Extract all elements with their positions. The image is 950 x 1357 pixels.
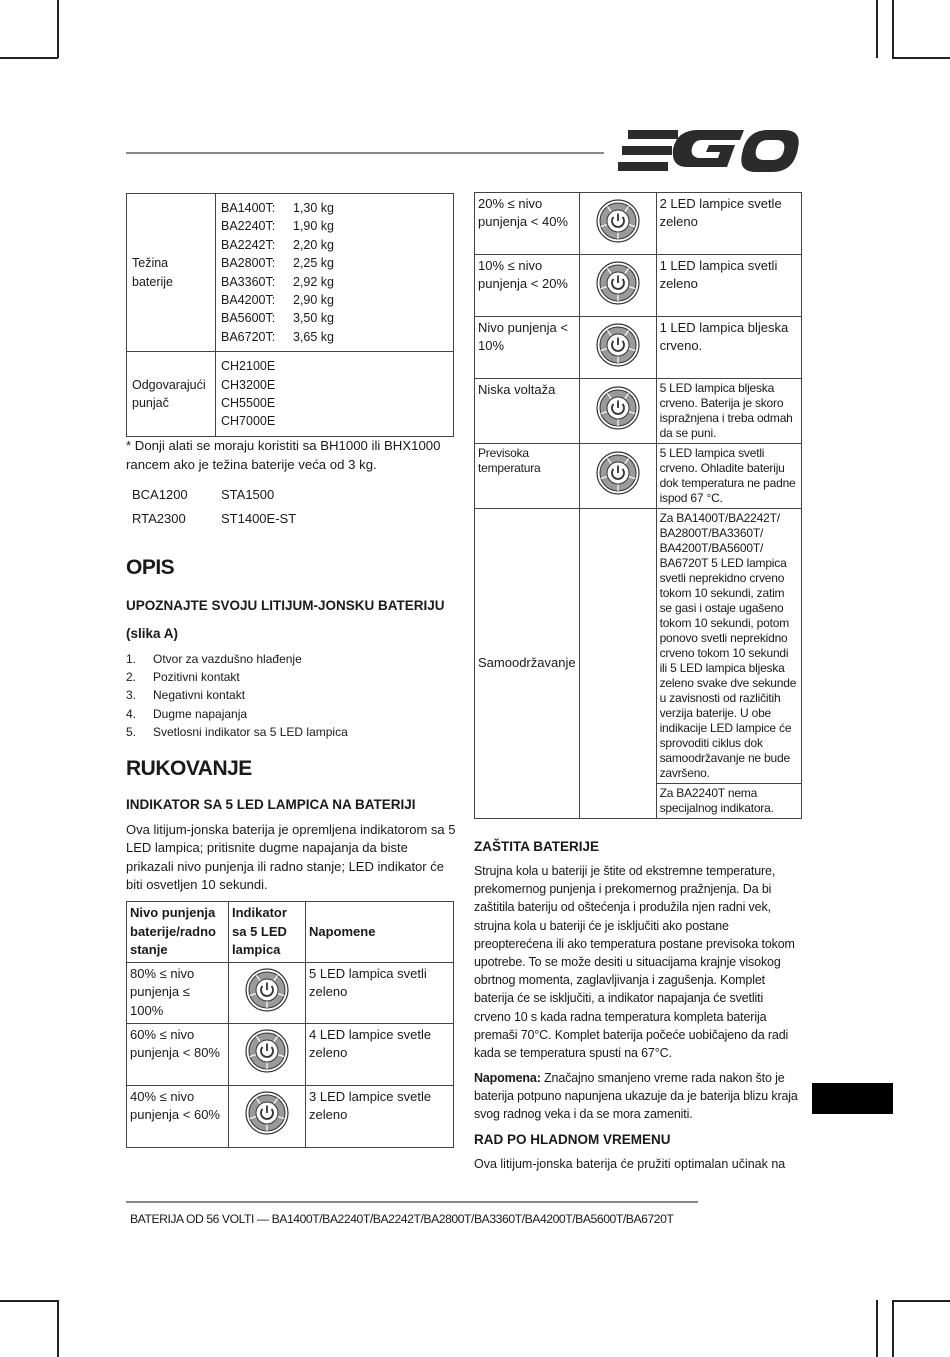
- spec-row: [221, 412, 448, 430]
- level-cell: 80% ≤ nivo punjenja ≤ 100%: [127, 962, 229, 1023]
- led-indicator-icon: [579, 379, 656, 444]
- led-indicator-icon: [579, 193, 656, 255]
- crop-mark: [876, 1300, 878, 1357]
- spec-row: [221, 236, 448, 254]
- level-cell: 10% ≤ nivo punjenja < 20%: [475, 255, 580, 317]
- model-value: 3,65 kg: [293, 329, 335, 344]
- list-item: 2. Pozitivni kontakt: [126, 670, 240, 685]
- section-heading-opis: OPIS: [126, 556, 175, 579]
- led-indicator-icon: [579, 444, 656, 509]
- empty-indicator-cell: [579, 509, 656, 819]
- level-cell: Previsoka temperatura: [475, 444, 580, 509]
- note-cell: 2 LED lampice svetle zeleno: [656, 193, 801, 255]
- crop-mark: [57, 1300, 59, 1357]
- spec-label-charger: Odgovarajući punjač: [127, 352, 216, 437]
- list-item: 1. Otvor za vazdušno hlađenje: [126, 652, 302, 666]
- spec-row: [221, 291, 448, 309]
- crop-mark: [876, 0, 878, 58]
- level-cell: Samoodržavanje: [475, 509, 580, 819]
- model-name: BA4200T:: [221, 293, 276, 308]
- spec-row: [221, 357, 448, 375]
- crop-mark: [892, 1300, 950, 1302]
- table-row: [475, 379, 802, 444]
- maintenance-note: Za BA1400T/BA2242T/ BA2800T/BA3360T/ BA4200T/BA5600T/ BA6720T 5 LED lampica svetli neprekidno crveno tokom 10 sekundi, zatim se gasi i ostaje ugašeno tokom 10 sekundi, potom ponovo svetli neprekidno crveno tokom 10 sekundi ili 5 LED lampica bljeska zeleno svake dve sekunde u zavisnosti od različitih verzija baterije. U obe indikacije LED lampice će sprovoditi ciklus dok samoodržavanje ne bude završeno.: [657, 509, 801, 784]
- footer-rule: [126, 1201, 698, 1203]
- column-header: Nivo punjenja baterije/radno stanje: [127, 902, 229, 963]
- note-cell: [656, 509, 801, 819]
- figure-reference: (slika A): [126, 626, 179, 641]
- led-indicator-icon: [229, 1085, 306, 1147]
- maintenance-note-ba2240t: Za BA2240T nema specijalnog indikatora.: [659, 786, 774, 815]
- crop-mark: [0, 1300, 58, 1302]
- zastita-text: Strujna kola u bateriji je štite od ekstremne temperature, prekomernog punjenja i prekomernog pražnjenja. Da bi zaštitila bateriju od oštećenja i produžila njen radni vek, strujna kola u bateriji će je isključiti ako postane preopterećena ili ako temperatura postane previsoka tokom upotrebe. To se može desiti u situacijama krajnje visokog obrtnog momenta, zaglavljivanja i zagušenja. Komplet baterija će se isključiti, a indikator napajanja će svetliti crveno 10 s kada radna temperatura kompleta baterija premaši 70°C. Komplet baterija počeće uobičajeno da radi kada se temperatura spusti na 67°C.: [474, 864, 795, 1061]
- note-text: Značajno smanjeno vreme rada nakon što je baterija potpuno napunjena ukazuje da je baterija blizu kraja svog radnog veka i da se mora zameniti.: [474, 1071, 798, 1122]
- note-cell: 5 LED lampica svetli zeleno: [306, 962, 454, 1023]
- note-cell: 3 LED lampice svetle zeleno: [306, 1085, 454, 1147]
- crop-mark: [892, 1300, 894, 1357]
- level-cell: 60% ≤ nivo punjenja < 80%: [127, 1023, 229, 1085]
- opis-subheading: UPOZNAJTE SVOJU LITIJUM-JONSKU BATERIJU: [126, 598, 445, 613]
- section-heading-rukovanje: RUKOVANJE: [126, 757, 252, 780]
- list-item: 4. Dugme napajanja: [126, 706, 248, 721]
- table-row: [475, 255, 802, 317]
- spec-row: [221, 328, 448, 346]
- battery-spec-table: [126, 193, 454, 437]
- led-indicator-icon: [579, 317, 656, 379]
- model-value: 2,92 kg: [293, 274, 335, 289]
- model-value: 2,25 kg: [293, 256, 335, 271]
- tool-item: ST1400E-ST: [221, 511, 297, 526]
- table-row: [475, 317, 802, 379]
- spec-row: [221, 199, 448, 217]
- tool-item: STA1500: [221, 487, 275, 502]
- tool-list: [132, 486, 296, 534]
- crop-mark: [892, 0, 894, 58]
- led-indicator-icon: [229, 962, 306, 1023]
- level-cell: Nivo punjenja < 10%: [475, 317, 580, 379]
- hladno-heading: RAD PO HLADNOM VREMENU: [474, 1132, 671, 1147]
- spec-charger-list: [216, 352, 454, 437]
- level-cell: Niska voltaža: [475, 379, 580, 444]
- weight-note: * Donji alati se moraju koristiti sa BH1000 ili BHX1000 rancem ako je težina baterije veća od 3 kg.: [126, 438, 441, 472]
- table-row: [127, 962, 454, 1023]
- column-header: Napomene: [306, 902, 454, 963]
- led-indicator-table-continued: [474, 192, 802, 819]
- model-value: 2,90 kg: [293, 293, 335, 308]
- model-value: 1,30 kg: [293, 201, 335, 215]
- spec-row: [221, 376, 448, 394]
- model-name: BA2240T:: [221, 219, 276, 234]
- page-tab-marker: [812, 1083, 893, 1114]
- list-item: 5. Svetlosni indikator sa 5 LED lampica: [126, 724, 348, 739]
- table-row: [127, 1085, 454, 1147]
- model-name: BA2800T:: [221, 256, 276, 271]
- model-name: BA3360T:: [221, 274, 276, 289]
- model-value: 3,50 kg: [293, 311, 335, 326]
- crop-mark: [57, 0, 59, 58]
- spec-weight-list: [216, 194, 454, 352]
- model-name: BA1400T:: [221, 201, 276, 215]
- model-name: CH5500E: [221, 396, 276, 411]
- parts-list: [126, 650, 348, 741]
- crop-mark: [0, 57, 58, 59]
- note-label: Napomena:: [474, 1071, 541, 1085]
- table-row: [475, 444, 802, 509]
- led-indicator-table: [126, 901, 454, 1148]
- rukovanje-subheading: INDIKATOR SA 5 LED LAMPICA NA BATERIJI: [126, 797, 416, 812]
- rukovanje-text: Ova litijum-jonska baterija je opremljena indikatorom sa 5 LED lampica; pritisnite dugme napajanja da biste prikazali nivo punjenja ili radno stanje; LED indikator će biti osvetljen 10 sekundi.: [126, 822, 456, 892]
- header-rule: [126, 152, 604, 154]
- hladno-text: Ova litijum-jonska baterija će pružiti optimalan učinak na: [474, 1157, 786, 1171]
- footer-text: BATERIJA OD 56 VOLTI — BA1400T/BA2240T/BA2242T/BA2800T/BA3360T/BA4200T/BA5600T/BA6720T: [130, 1212, 674, 1226]
- ego-logo: [618, 128, 800, 174]
- note-cell: 1 LED lampica bljeska crveno.: [656, 317, 801, 379]
- table-row: [475, 509, 802, 819]
- spec-row: [221, 217, 448, 235]
- list-item: 3. Negativni kontakt: [126, 688, 246, 703]
- model-name: CH3200E: [221, 377, 276, 392]
- spec-label-weight: Težina baterije: [127, 194, 216, 352]
- model-name: BA5600T:: [221, 311, 276, 326]
- spec-row: [221, 309, 448, 327]
- table-row: [475, 193, 802, 255]
- led-indicator-icon: [229, 1023, 306, 1085]
- note-cell: 4 LED lampice svetle zeleno: [306, 1023, 454, 1085]
- crop-mark: [892, 57, 950, 59]
- model-value: 1,90 kg: [293, 219, 335, 234]
- spec-row: [221, 254, 448, 272]
- spec-row: [221, 394, 448, 412]
- tool-item: BCA1200: [132, 487, 188, 502]
- model-value: 2,20 kg: [293, 237, 335, 252]
- model-name: BA2242T:: [221, 237, 276, 252]
- model-name: CH2100E: [221, 359, 276, 374]
- note-cell: 5 LED lampica svetli crveno. Ohladite bateriju dok temperatura ne padne ispod 67 °C.: [656, 444, 801, 509]
- note-cell: 1 LED lampica svetli zeleno: [656, 255, 801, 317]
- model-name: CH7000E: [221, 414, 276, 429]
- note-cell: 5 LED lampica bljeska crveno. Baterija je skoro ispražnjena i treba odmah da se puni.: [656, 379, 801, 444]
- level-cell: 20% ≤ nivo punjenja < 40%: [475, 193, 580, 255]
- table-row: [127, 1023, 454, 1085]
- spec-row: [221, 273, 448, 291]
- tool-item: RTA2300: [132, 511, 186, 526]
- led-indicator-icon: [579, 255, 656, 317]
- model-name: BA6720T:: [221, 329, 276, 344]
- zastita-heading: ZAŠTITA BATERIJE: [474, 839, 600, 854]
- column-header: Indikator sa 5 LED lampica: [229, 902, 306, 963]
- level-cell: 40% ≤ nivo punjenja < 60%: [127, 1085, 229, 1147]
- zastita-note: [474, 1069, 802, 1124]
